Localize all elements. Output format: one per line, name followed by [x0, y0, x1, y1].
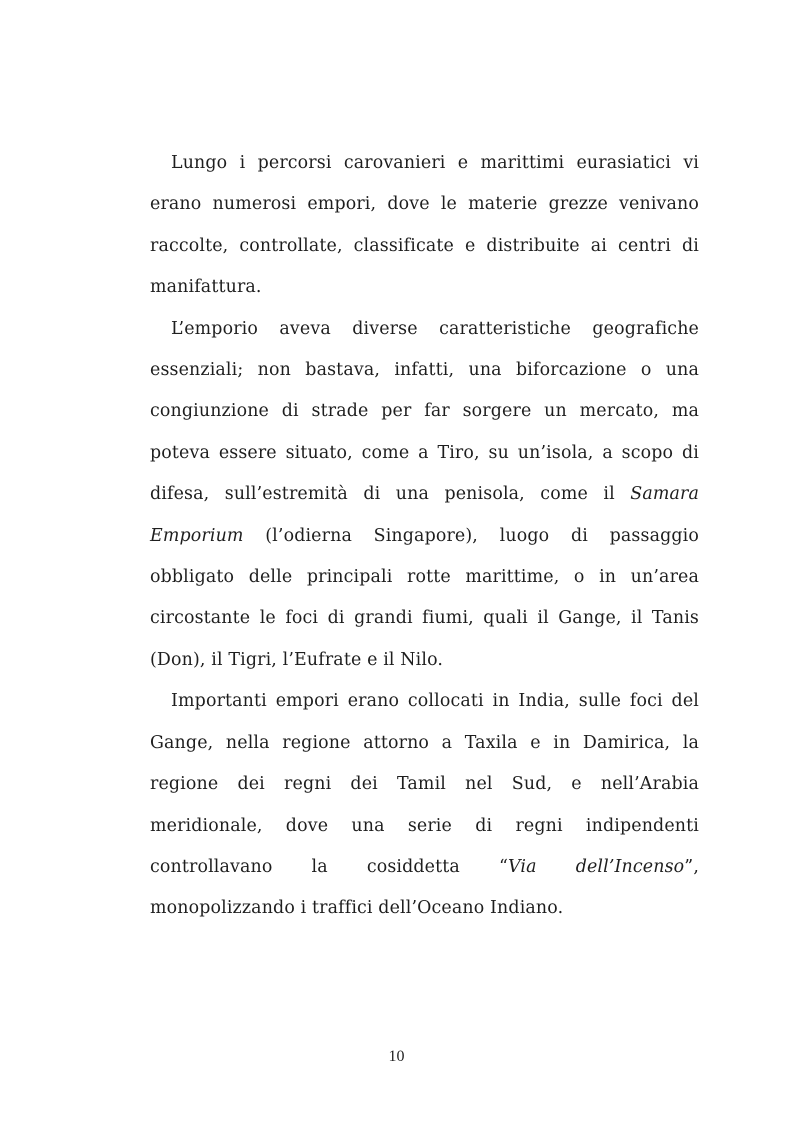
paragraph-2 [150, 309, 699, 682]
paragraph-text: (l’odierna Singapore), luogo di passaggio obbligato delle principali rotte marittime, o in un’area circostante le foci di grandi fiumi, quali il Gange, il Tanis (Don), il Tigri, l’Eufrate e il Nilo. [150, 525, 699, 670]
body-text [150, 143, 699, 930]
paragraph-text: L’emporio aveva diverse caratteristiche geografiche essenziali; non bastava, infatti, una biforcazione o una congiunzione di strade per far sorgere un mercato, ma poteva essere situato, come a Tiro, su un’isola, a scopo di difesa, sull’estremità di una penisola, come il [150, 318, 699, 505]
italic-term: Via dell’Incenso [508, 856, 685, 877]
paragraph-1 [150, 143, 699, 309]
page-number: 10 [388, 1048, 405, 1065]
paragraph-3 [150, 681, 699, 929]
paragraph-text: Importanti empori erano collocati in India, sulle foci del Gange, nella regione attorno a Taxila e in Damirica, la regione dei regni dei Tamil nel Sud, e nell’Arabia meridionale, dove una serie di regni indipendenti controllavano la cosiddetta “ [150, 691, 699, 877]
italic-term: Samara Emporium [150, 484, 699, 546]
paragraph-text: Lungo i percorsi carovanieri e marittimi eurasiatici vi erano numerosi empori, dove le materie grezze venivano raccolte, controllate, classificate e distribuite ai centri di manifattura. [150, 153, 699, 298]
paragraph-text: ”, monopolizzando i traffici dell’Oceano Indiano. [150, 856, 699, 919]
